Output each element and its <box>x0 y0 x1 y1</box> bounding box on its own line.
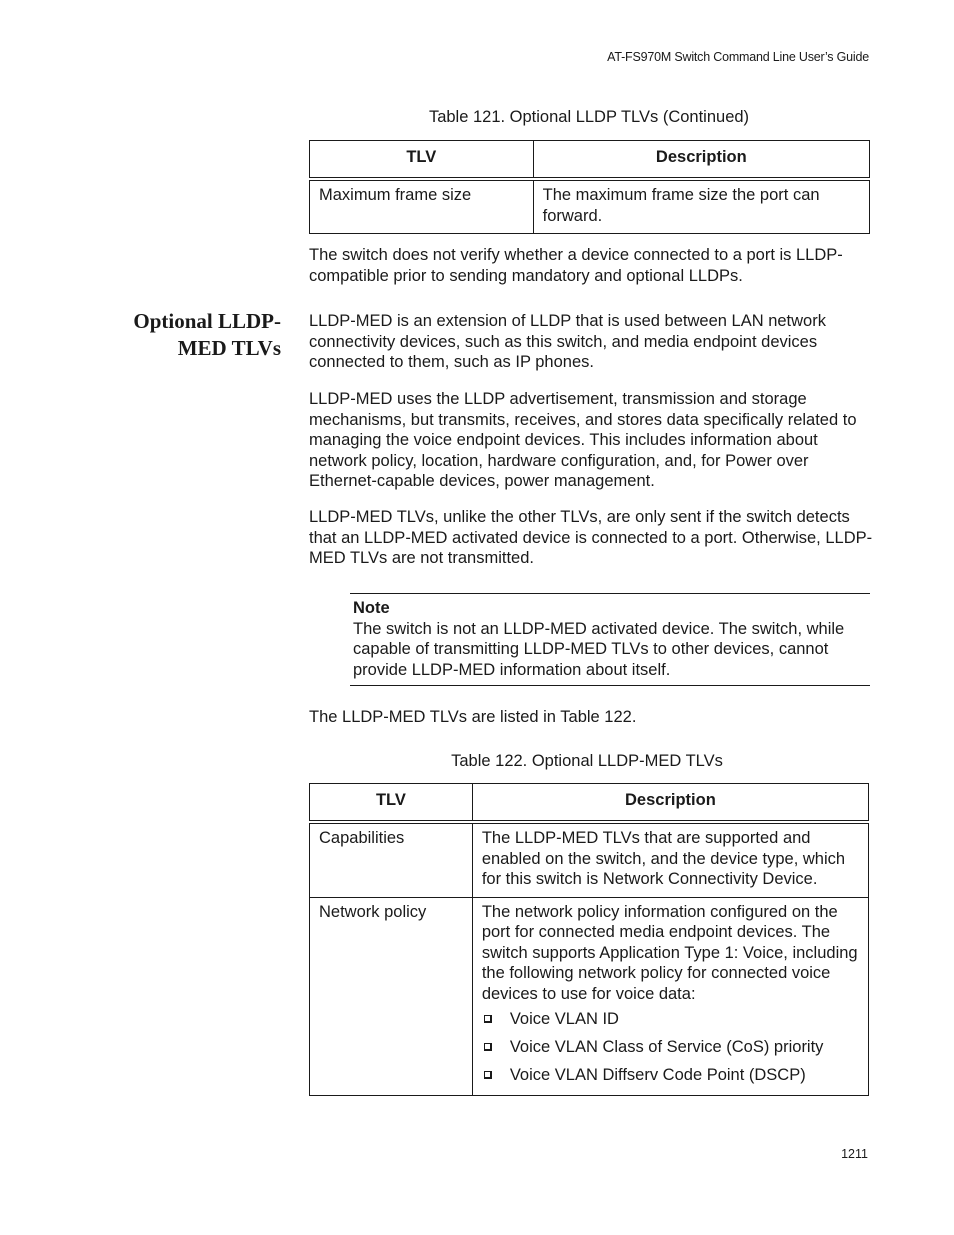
section-heading <box>100 308 281 362</box>
table-122-caption: Table 122. Optional LLDP-MED TLVs <box>451 752 723 770</box>
table-header-row <box>310 784 869 823</box>
description-text: The network policy information configured on the port for connected media endpoint devices. The switch supports Application Type 1: Voice, including the following network policy for connected voice devices to use for voice data: <box>481 902 858 1003</box>
section-paragraph: LLDP-MED TLVs, unlike the other TLVs, are only sent if the switch detects that an LLDP-MED activated device is connected to a port. Otherwise, LLDP-MED TLVs are not transmitted. <box>309 508 873 568</box>
checkbox-bullet-icon <box>484 1071 492 1079</box>
table-row <box>310 897 869 1096</box>
description-cell: The LLDP-MED TLVs that are supported and enabled on the switch, and the device type, which for this switch is Network Connectivity Device. <box>472 822 868 897</box>
column-header-tlv: TLV <box>310 141 534 180</box>
table-122 <box>309 783 869 1096</box>
note-box <box>350 593 870 686</box>
section-heading-line1: Optional LLDP- <box>133 309 281 333</box>
table-row <box>310 822 869 897</box>
column-header-description: Description <box>533 141 869 180</box>
tlv-cell: Network policy <box>310 897 473 1096</box>
column-header-tlv: TLV <box>310 784 473 823</box>
intro-paragraph: The switch does not verify whether a device connected to a port is LLDP-compatible prior to sending mandatory and optional LLDPs. <box>309 246 843 285</box>
note-text: The switch is not an LLDP-MED activated device. The switch, while capable of transmitting LLDP-MED TLVs to other devices, cannot provide LLDP-MED information about itself. <box>353 619 845 679</box>
description-cell: The maximum frame size the port can forward. <box>533 179 869 234</box>
list-item-text: Voice VLAN Class of Service (CoS) priority <box>509 1038 824 1056</box>
checkbox-bullet-icon <box>484 1015 492 1023</box>
list-item <box>482 1065 859 1093</box>
table-121-caption: Table 121. Optional LLDP TLVs (Continued) <box>428 108 750 126</box>
tlv-cell: Maximum frame size <box>310 179 534 234</box>
column-header-description: Description <box>472 784 868 823</box>
table-reference: The LLDP-MED TLVs are listed in Table 122. <box>309 708 637 726</box>
table-121 <box>309 140 870 234</box>
running-header: AT-FS970M Switch Command Line User’s Guide <box>607 50 869 64</box>
list-item <box>482 1037 859 1065</box>
table-row <box>310 179 870 234</box>
note-title: Note <box>353 599 390 617</box>
list-item <box>482 1009 859 1037</box>
checkbox-bullet-icon <box>484 1043 492 1051</box>
section-paragraph: LLDP-MED uses the LLDP advertisement, transmission and storage mechanisms, but transmits, receives, and stores data specifically related to managing the voice endpoint devices. This includes information about network policy, location, hardware configuration, and, for Power over Ethernet-capable devices, power management. <box>309 390 857 491</box>
description-cell <box>472 897 868 1096</box>
list-item-text: Voice VLAN Diffserv Code Point (DSCP) <box>509 1066 806 1084</box>
tlv-cell: Capabilities <box>310 822 473 897</box>
list-item-text: Voice VLAN ID <box>509 1010 619 1028</box>
table-header-row <box>310 141 870 180</box>
bullet-list <box>482 1009 859 1093</box>
page-number: 1211 <box>841 1147 868 1161</box>
section-paragraph: LLDP-MED is an extension of LLDP that is used between LAN network connectivity devices, such as this switch, and media endpoint devices connected to them, such as IP phones. <box>309 312 826 372</box>
section-heading-line2: MED TLVs <box>177 336 281 360</box>
